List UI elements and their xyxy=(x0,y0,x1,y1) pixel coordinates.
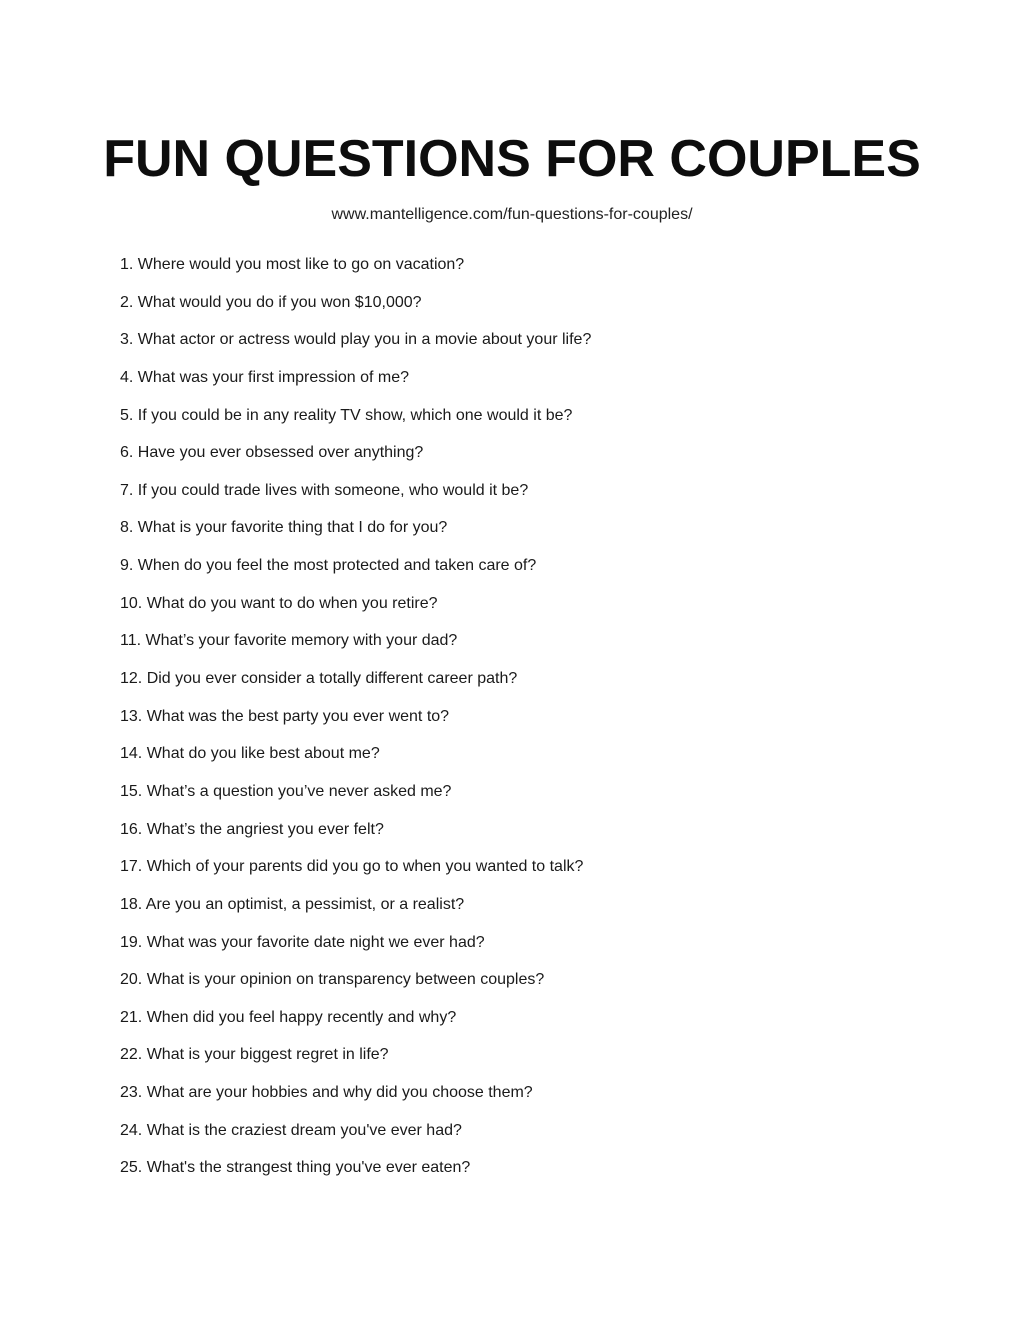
question-item: 24. What is the craziest dream you've ever had? xyxy=(120,1121,462,1139)
question-item: 17. Which of your parents did you go to when you wanted to talk? xyxy=(120,858,584,876)
page-title: FUN QUESTIONS FOR COUPLES xyxy=(103,130,921,188)
question-item: 20. What is your opinion on transparency between couples? xyxy=(120,971,545,989)
question-item: 22. What is your biggest regret in life? xyxy=(120,1046,389,1064)
question-item: 7. If you could trade lives with someone, who would it be? xyxy=(120,481,529,499)
question-item: 19. What was your favorite date night we ever had? xyxy=(120,933,485,951)
question-item: 15. What’s a question you’ve never asked me? xyxy=(120,782,452,800)
question-item: 21. When did you feel happy recently and why? xyxy=(120,1008,457,1026)
question-item: 14. What do you like best about me? xyxy=(120,745,380,763)
question-item: 9. When do you feel the most protected and taken care of? xyxy=(120,557,537,575)
question-item: 25. What's the strangest thing you've ever eaten? xyxy=(120,1159,471,1177)
question-item: 5. If you could be in any reality TV show, which one would it be? xyxy=(120,406,573,424)
question-item: 23. What are your hobbies and why did you choose them? xyxy=(120,1084,533,1102)
question-item: 18. Are you an optimist, a pessimist, or a realist? xyxy=(120,895,465,913)
question-item: 8. What is your favorite thing that I do for you? xyxy=(120,519,448,537)
question-item: 10. What do you want to do when you retire? xyxy=(120,594,438,612)
question-item: 4. What was your first impression of me? xyxy=(120,368,409,386)
questions-list xyxy=(120,254,920,1195)
question-item: 13. What was the best party you ever went to? xyxy=(120,707,450,725)
question-item: 16. What’s the angriest you ever felt? xyxy=(120,820,384,838)
source-url: www.mantelligence.com/fun-questions-for-couples/ xyxy=(331,206,693,223)
question-item: 11. What’s your favorite memory with your dad? xyxy=(120,632,458,650)
question-item: 3. What actor or actress would play you in a movie about your life? xyxy=(120,331,592,349)
question-item: 2. What would you do if you won $10,000? xyxy=(120,293,422,311)
question-item: 12. Did you ever consider a totally different career path? xyxy=(120,670,518,688)
question-item: 1. Where would you most like to go on vacation? xyxy=(120,256,465,273)
question-item: 6. Have you ever obsessed over anything? xyxy=(120,444,424,462)
